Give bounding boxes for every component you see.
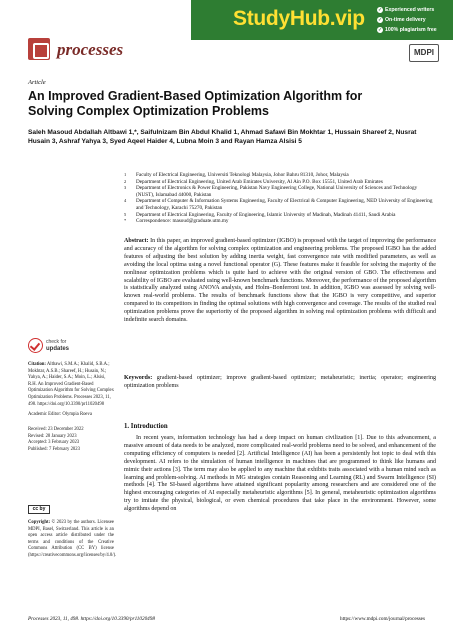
academic-editor: Academic Editor: Olympia Roeva — [28, 412, 92, 417]
banner-feature: ✓ Experienced writers — [378, 6, 435, 13]
keywords: Keywords: gradient-based optimizer; improve gradient-based optimizer; metaheuristic; inertia; operator; engineering optimization problems — [124, 375, 436, 389]
footer-url[interactable]: https://www.mdpi.com/journal/processes — [340, 616, 425, 622]
section-heading: 1. Introduction — [124, 423, 168, 430]
check-icon: ✓ — [378, 26, 382, 32]
copyright-block: Copyright: © 2023 by the authors. Licensee MDPI, Basel, Switzerland. This article is an open access article distributed under the terms and conditions of the Creative Commons Attribution (CC BY) license (https://creativecommons.org/licenses/by/4.0/). — [28, 520, 117, 558]
abstract: Abstract: In this paper, an improved gradient-based optimizer (IGBO) is proposed with the target of improving the performance and accuracy of the algorithm for solving complex optimization and engineering problems. The proposed IGBO has the added features of adjusting the best solution by adding inertia weight, fast convergence rate with modified parameters, as well as avoiding the local optima using a novel functional operator (G). These features make it feasible for solving the majority of the nonlinear optimization problems which is quite hard to achieve with the original version of GBO. The effectiveness and scalability of IGBO are evaluated using well-known benchmark functions. Moreover, the performance of the proposed algorithm is statistically analyzed using ANOVA analysis, and Holm–Bonferroni test. In addition, IGBO was assessed by solving well-known real-world problems. The results of benchmark functions show that the IGBO is very competitive, and superior compared to its competitors in finding the optimal solutions with high convergence and coverage. The results of the studied real optimization problems prove the superiority of the proposed algorithm in solving real optimization problems with difficult and indefinite search domains. — [124, 238, 437, 324]
affiliation-item: 3 Department of Electronics & Power Engineering, Pakistan Navy Engineering College, National University of Sciences and Technology (NUST), Islamabad 44000, Pakistan — [124, 185, 418, 198]
check-updates-icon — [28, 338, 43, 353]
journal-logo-icon — [28, 38, 50, 60]
author-list: Saleh Masoud Abdallah Altbawi 1,*, Saifulnizam Bin Abdul Khalid 1, Ahmad Safawi Bin Mokhtar 1, Hussain Shareef 2, Nusrat Husain 3, Ashraf Yahya 3, Syed Aqeel Haider 4, Lubna Moin 3 and Rayan Hamza Alsisi 5 — [28, 129, 417, 146]
banner-feature: ✓ On-time delivery — [378, 16, 426, 23]
page-title: An Improved Gradient-Based Optimization Algorithm for Solving Complex Optimization Problems — [28, 89, 363, 118]
check-for-updates-button[interactable]: check for updates — [28, 336, 86, 356]
footer-citation[interactable]: Processes 2023, 11, 498. https://doi.org/10.3390/pr11020498 — [28, 616, 155, 622]
publication-dates: Received: 23 December 2022 Revised: 28 January 2023 Accepted: 3 February 2023 Published: 7 February 2023 — [28, 427, 84, 452]
affiliations — [124, 172, 434, 225]
intro-paragraph: In recent years, information technology has had a deep impact on human civilization [1]. Due to this advancement, a massive amount of data needs to be analyzed, more complicated real-world problems need to be solved, and enhancement of the computing efficiency of computers is needed [2]. Artificial Intelligence (AI) has been a persistently hot topic to deal with this development. AI refers to the simulation of human intelligence in machines that are programmed to think like humans and mimic their actions [3]. The term may also be applied to any machine that exhibits traits associated with a human mind such as learning and problem-solving. AI methods in MG strategies contain Reasoning and Learning (RL) and Swarm Intelligence (SI) methods [4]. The SI-based algorithms have attained significant popularity among researchers and are considered one of the highest encouraging categories of AI especially metaheuristic algorithms [5]. In general, metaheuristic optimization algorithms try to imitate the physical, biological, or even chemical procedures that take place in the environment. However, some algorithms depend on — [124, 435, 436, 513]
check-icon: ✓ — [378, 16, 382, 22]
studyhub-logo[interactable]: StudyHub.vip — [233, 7, 365, 30]
affiliation-item: 5 Department of Electrical Engineering, Faculty of Engineering, Islamic University of Madinah, Madinah 41411, Saudi Arabia — [124, 211, 396, 218]
article-type: Article — [28, 79, 46, 86]
publisher-logo[interactable]: MDPI — [409, 44, 439, 62]
check-icon: ✓ — [378, 6, 382, 12]
cc-license-icon[interactable]: cc by — [28, 505, 50, 514]
affiliation-item: * Correspondence: masoud@graduate.utm.my — [124, 218, 229, 225]
citation-block: Citation: Altbawi, S.M.A.; Khalid, S.B.A.; Mokhtar, A.S.B.; Shareef, H.; Husain, N.; Yahya, A.; Haider, S.A.; Moin, L.; Alsisi, R.H. An Improved Gradient-Based Optimization Algorithm for Solving Complex Optimization Problems. Processes 2023, 11, 498. https://doi.org/10.3390/pr11020498 — [28, 362, 114, 407]
banner-feature: ✓ 100% plagiarism free — [378, 26, 437, 33]
studyhub-banner[interactable] — [191, 0, 453, 40]
affiliation-item: 4 Department of Computer & Information Systems Engineering, Faculty of Electrical & Computer Engineering, NED University of Engineering and Technology, Karachi 75270, Pakistan — [124, 198, 433, 211]
affiliation-item: 2 Department of Electrical Engineering, United Arab Emirates University, Al Ain P.O. Box 15551, United Arab Emirates — [124, 178, 383, 185]
banner-features — [377, 5, 437, 35]
affiliation-item: 1 Faculty of Electrical Engineering, Universiti Teknologi Malaysia, Johor Bahru 81310, Johor, Malaysia — [124, 172, 349, 178]
journal-name[interactable]: processes — [57, 40, 124, 59]
